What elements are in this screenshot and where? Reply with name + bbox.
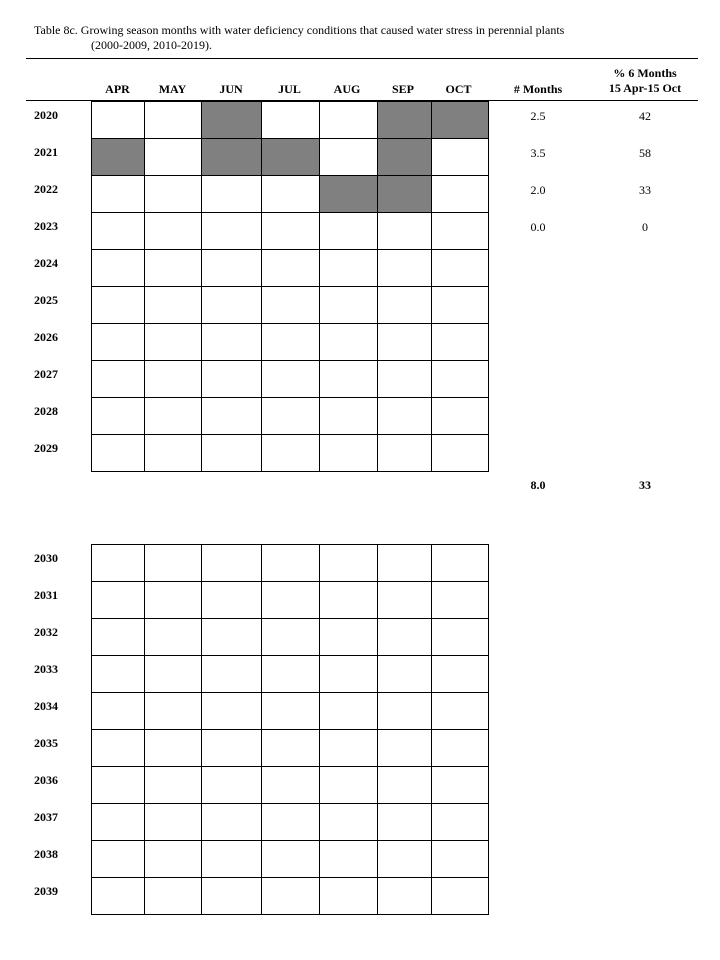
month-cell-sep [377, 767, 431, 804]
year-label: 2030 [34, 551, 58, 565]
month-cell-aug [319, 545, 377, 582]
month-cell-aug [319, 656, 377, 693]
month-cell-jun [202, 656, 262, 693]
month-cell-aug [319, 693, 377, 730]
table-row [92, 324, 489, 361]
table-row [92, 656, 489, 693]
month-cell-apr [92, 841, 145, 878]
month-cell-may [145, 804, 202, 841]
month-cell-aug [319, 324, 377, 361]
month-cell-sep [377, 435, 431, 472]
month-cell-may [145, 213, 202, 250]
month-cell-may [145, 324, 202, 361]
month-cell-jun [202, 730, 262, 767]
month-cell-jul [262, 435, 319, 472]
month-cell-jul [262, 878, 319, 915]
month-cell-jun [202, 176, 262, 213]
year-label: 2032 [34, 625, 58, 639]
table-row [92, 398, 489, 435]
month-cell-jul [262, 176, 319, 213]
month-cell-sep [377, 250, 431, 287]
month-cell-jun [202, 545, 262, 582]
year-label: 2039 [34, 884, 58, 898]
table-row [92, 693, 489, 730]
month-cell-jun [202, 582, 262, 619]
header-pct-line-1: % 6 Months [613, 66, 677, 80]
month-cell-apr [92, 730, 145, 767]
total-pct: 33 [639, 478, 651, 492]
month-cell-apr [92, 287, 145, 324]
year-label: 2026 [34, 330, 58, 344]
month-cell-jul [262, 656, 319, 693]
month-cell-jun [202, 619, 262, 656]
header-month-oct: OCT [445, 82, 472, 96]
month-cell-aug [319, 361, 377, 398]
month-cell-oct [431, 878, 488, 915]
month-cell-jul [262, 619, 319, 656]
month-cell-sep [377, 619, 431, 656]
table-row [92, 435, 489, 472]
month-cell-sep [377, 213, 431, 250]
month-cell-oct [431, 213, 488, 250]
caption-line-2: (2000-2009, 2010-2019). [91, 38, 212, 52]
month-cell-jul [262, 767, 319, 804]
month-cell-sep [377, 582, 431, 619]
header-num-months: # Months [513, 82, 563, 96]
month-cell-jul [262, 250, 319, 287]
month-cell-aug [319, 139, 377, 176]
year-label: 2038 [34, 847, 58, 861]
year-label: 2034 [34, 699, 58, 713]
month-cell-sep [377, 361, 431, 398]
table-row [92, 102, 489, 139]
month-cell-oct [431, 841, 488, 878]
month-cell-jul [262, 287, 319, 324]
month-cell-apr [92, 656, 145, 693]
month-cell-aug [319, 102, 377, 139]
table-row [92, 841, 489, 878]
pct-value: 58 [639, 146, 651, 160]
month-cell-jul [262, 398, 319, 435]
month-cell-jun [202, 693, 262, 730]
year-label: 2037 [34, 810, 58, 824]
month-cell-jun [202, 435, 262, 472]
month-cell-jul [262, 213, 319, 250]
month-cell-apr [92, 582, 145, 619]
header-month-jun: JUN [219, 82, 243, 96]
table-row [92, 361, 489, 398]
header-month-may: MAY [158, 82, 187, 96]
month-cell-aug [319, 398, 377, 435]
table-row [92, 582, 489, 619]
month-cell-apr [92, 213, 145, 250]
year-label: 2021 [34, 145, 58, 159]
pct-value: 0 [642, 220, 648, 234]
month-cell-oct [431, 582, 488, 619]
month-cell-sep [377, 878, 431, 915]
month-cell-jun [202, 287, 262, 324]
month-cell-apr [92, 324, 145, 361]
month-cell-aug [319, 730, 377, 767]
month-cell-oct [431, 324, 488, 361]
month-cell-jul [262, 102, 319, 139]
month-cell-jul [262, 804, 319, 841]
month-cell-oct [431, 361, 488, 398]
stress-cell-sep [377, 176, 431, 213]
table-row [92, 213, 489, 250]
month-cell-may [145, 582, 202, 619]
table-row [92, 139, 489, 176]
caption-line-1: Table 8c. Growing season months with water deficiency conditions that caused water stress in perennial plants [34, 23, 565, 37]
month-cell-sep [377, 287, 431, 324]
month-cell-jun [202, 878, 262, 915]
month-cell-jul [262, 324, 319, 361]
month-cell-aug [319, 804, 377, 841]
month-cell-apr [92, 619, 145, 656]
year-label: 2031 [34, 588, 58, 602]
month-cell-oct [431, 139, 488, 176]
header-month-apr: APR [105, 82, 130, 96]
block2-month-grid [91, 544, 489, 915]
month-cell-jul [262, 730, 319, 767]
month-cell-sep [377, 730, 431, 767]
year-label: 2036 [34, 773, 58, 787]
month-cell-apr [92, 878, 145, 915]
month-cell-may [145, 176, 202, 213]
month-cell-may [145, 250, 202, 287]
month-cell-oct [431, 619, 488, 656]
month-cell-apr [92, 767, 145, 804]
table-row [92, 250, 489, 287]
month-cell-may [145, 878, 202, 915]
month-cell-oct [431, 435, 488, 472]
month-cell-may [145, 287, 202, 324]
table-row [92, 545, 489, 582]
month-cell-oct [431, 767, 488, 804]
table-row [92, 619, 489, 656]
year-label: 2033 [34, 662, 58, 676]
month-cell-jul [262, 841, 319, 878]
month-cell-jun [202, 804, 262, 841]
pct-value: 33 [639, 183, 651, 197]
month-cell-apr [92, 693, 145, 730]
table-row [92, 804, 489, 841]
year-label: 2024 [34, 256, 58, 270]
header-month-jul: JUL [278, 82, 301, 96]
month-cell-sep [377, 693, 431, 730]
year-label: 2028 [34, 404, 58, 418]
year-label: 2022 [34, 182, 58, 196]
total-months: 8.0 [530, 478, 546, 492]
month-cell-oct [431, 176, 488, 213]
year-label: 2035 [34, 736, 58, 750]
month-cell-jul [262, 693, 319, 730]
month-cell-may [145, 656, 202, 693]
stress-cell-oct [431, 102, 488, 139]
year-label: 2020 [34, 108, 58, 122]
month-cell-jul [262, 545, 319, 582]
month-cell-oct [431, 545, 488, 582]
header-month-sep: SEP [391, 82, 414, 96]
month-cell-jun [202, 324, 262, 361]
month-cell-jul [262, 582, 319, 619]
table-row [92, 176, 489, 213]
table-row [92, 287, 489, 324]
month-cell-aug [319, 287, 377, 324]
month-cell-aug [319, 878, 377, 915]
month-cell-apr [92, 398, 145, 435]
month-cell-aug [319, 841, 377, 878]
months-value: 0.0 [530, 220, 546, 234]
table-caption [34, 23, 564, 53]
month-cell-may [145, 730, 202, 767]
month-cell-may [145, 619, 202, 656]
table-row [92, 878, 489, 915]
months-value: 2.5 [530, 109, 546, 123]
year-label: 2029 [34, 441, 58, 455]
month-cell-oct [431, 804, 488, 841]
month-cell-sep [377, 545, 431, 582]
stress-cell-jun [202, 139, 262, 176]
month-cell-apr [92, 102, 145, 139]
year-label: 2025 [34, 293, 58, 307]
month-cell-may [145, 767, 202, 804]
month-cell-may [145, 545, 202, 582]
month-cell-may [145, 435, 202, 472]
month-cell-apr [92, 545, 145, 582]
top-rule [26, 58, 698, 59]
month-cell-aug [319, 767, 377, 804]
month-cell-jun [202, 841, 262, 878]
header-pct-months [590, 66, 700, 96]
stress-cell-jul [262, 139, 319, 176]
month-cell-may [145, 102, 202, 139]
stress-cell-aug [319, 176, 377, 213]
stress-cell-apr [92, 139, 145, 176]
month-cell-may [145, 398, 202, 435]
month-cell-apr [92, 804, 145, 841]
year-label: 2027 [34, 367, 58, 381]
block1-month-grid [91, 101, 489, 472]
month-cell-aug [319, 435, 377, 472]
stress-cell-jun [202, 102, 262, 139]
month-cell-oct [431, 398, 488, 435]
month-cell-sep [377, 324, 431, 361]
month-cell-jun [202, 361, 262, 398]
month-cell-apr [92, 435, 145, 472]
month-cell-oct [431, 730, 488, 767]
pct-value: 42 [639, 109, 651, 123]
month-cell-sep [377, 398, 431, 435]
month-cell-aug [319, 250, 377, 287]
stress-cell-sep [377, 139, 431, 176]
month-cell-may [145, 841, 202, 878]
month-cell-apr [92, 176, 145, 213]
month-cell-jun [202, 250, 262, 287]
header-pct-line-2: 15 Apr-15 Oct [608, 81, 682, 95]
month-cell-aug [319, 619, 377, 656]
table-row [92, 767, 489, 804]
header-month-aug: AUG [333, 82, 361, 96]
month-cell-apr [92, 250, 145, 287]
month-cell-aug [319, 213, 377, 250]
month-cell-sep [377, 841, 431, 878]
month-cell-oct [431, 693, 488, 730]
months-value: 3.5 [530, 146, 546, 160]
month-cell-aug [319, 582, 377, 619]
month-cell-oct [431, 287, 488, 324]
month-cell-apr [92, 361, 145, 398]
month-cell-sep [377, 804, 431, 841]
month-cell-jul [262, 361, 319, 398]
month-cell-jun [202, 398, 262, 435]
table-row [92, 730, 489, 767]
month-cell-sep [377, 656, 431, 693]
months-value: 2.0 [530, 183, 546, 197]
stress-cell-sep [377, 102, 431, 139]
month-cell-jun [202, 213, 262, 250]
month-cell-may [145, 693, 202, 730]
month-cell-oct [431, 656, 488, 693]
month-cell-jun [202, 767, 262, 804]
year-label: 2023 [34, 219, 58, 233]
month-cell-may [145, 139, 202, 176]
month-cell-oct [431, 250, 488, 287]
month-cell-may [145, 361, 202, 398]
